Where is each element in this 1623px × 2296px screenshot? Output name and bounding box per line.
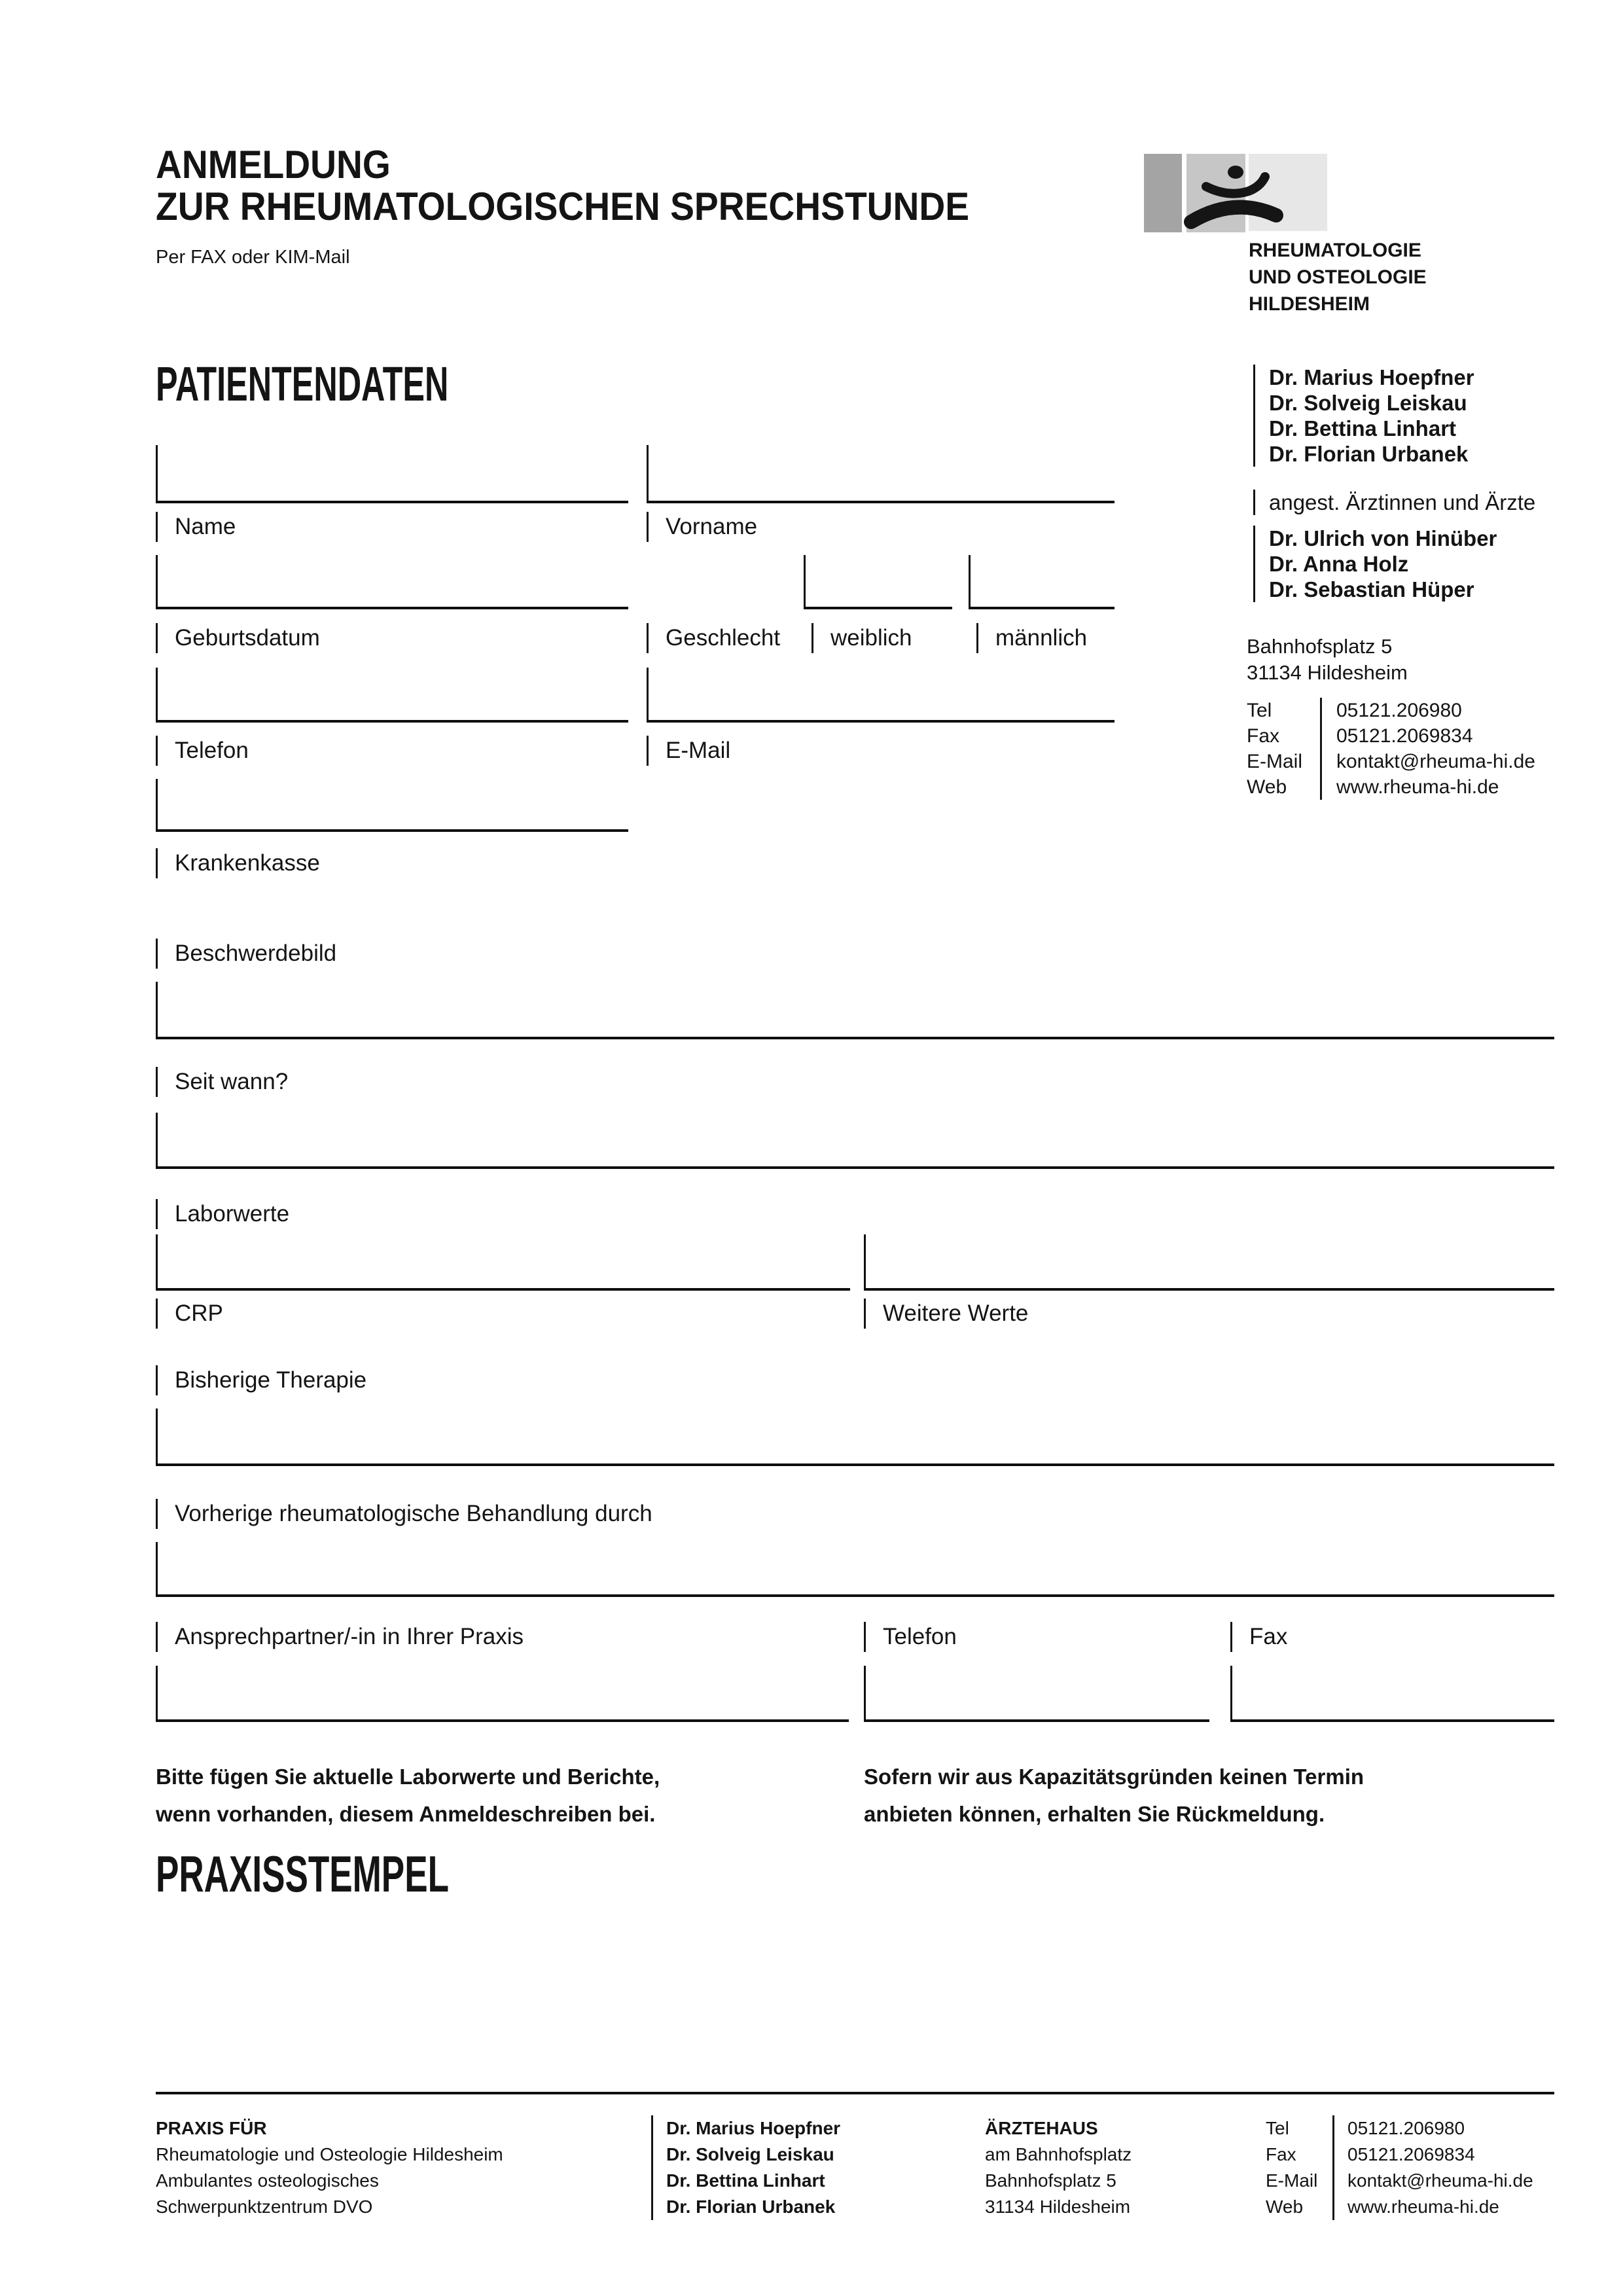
footer-doctors-column <box>651 2115 840 2220</box>
seit-wann-input-box[interactable] <box>156 1113 1554 1169</box>
contact-value: 05121.206980 <box>1320 698 1462 723</box>
footer-contact-label: Tel <box>1266 2118 1289 2138</box>
form-title-line1: ANMELDUNG <box>156 143 391 187</box>
beschwerdebild-field-label: Beschwerdebild <box>156 939 336 969</box>
doctor-name: Dr. Ulrich von Hinüber <box>1253 526 1497 551</box>
geburtsdatum-field-label: Geburtsdatum <box>156 623 320 653</box>
weitere-werte-field-label: Weitere Werte <box>864 1299 1028 1329</box>
weiblich-checkbox-box[interactable] <box>804 555 952 609</box>
footer-contact-row <box>1266 2194 1533 2220</box>
footer-address-line: Bahnhofsplatz 5 <box>985 2170 1116 2191</box>
form-title-line2: ZUR RHEUMATOLOGISCHEN SPRECHSTUNDE <box>156 185 970 228</box>
seit-wann-field-label: Seit wann? <box>156 1067 288 1097</box>
attachment-note-line2: wenn vorhanden, diesem Anmeldeschreiben bei. <box>156 1802 656 1826</box>
footer-practice-line: Rheumatologie und Osteologie Hildesheim <box>156 2144 503 2164</box>
footer-contact-value: 05121.206980 <box>1332 2115 1465 2142</box>
patient-data-heading: PATIENTENDATEN <box>156 357 449 411</box>
bisherige-therapie-input-box[interactable] <box>156 1408 1554 1466</box>
ansprechpartner-field-label: Ansprechpartner/-in in Ihrer Praxis <box>156 1622 524 1652</box>
footer-contact-label: E-Mail <box>1266 2170 1318 2191</box>
contact-row <box>1247 749 1535 774</box>
contact-label: Web <box>1247 776 1287 798</box>
doctor-name: Dr. Sebastian Hüper <box>1253 577 1497 602</box>
footer-address-line: 31134 Hildesheim <box>985 2197 1131 2217</box>
crp-input-box[interactable] <box>156 1234 850 1291</box>
ansprech-telefon-input-box[interactable] <box>864 1666 1209 1722</box>
footer-divider <box>156 2092 1554 2094</box>
capacity-note-line2: anbieten können, erhalten Sie Rückmeldung. <box>864 1802 1325 1826</box>
ansprech-telefon-field-label: Telefon <box>864 1622 957 1652</box>
beschwerdebild-input-box[interactable] <box>156 982 1554 1039</box>
contact-value: 05121.2069834 <box>1320 723 1473 749</box>
crp-field-label: CRP <box>156 1299 223 1329</box>
ansprech-fax-field-label: Fax <box>1230 1622 1287 1652</box>
footer-address-column <box>985 2115 1132 2220</box>
maennlich-checkbox-box[interactable] <box>969 555 1115 609</box>
brand-line2: UND OSTEOLOGIE <box>1249 266 1427 288</box>
brand-line3: HILDESHEIM <box>1249 293 1370 315</box>
footer-doctor-name: Dr. Florian Urbanek <box>651 2194 840 2220</box>
vorherige-behandlung-input-box[interactable] <box>156 1542 1554 1597</box>
krankenkasse-input-box[interactable] <box>156 779 628 832</box>
maennlich-option-label: männlich <box>976 623 1087 653</box>
footer-contact-label: Fax <box>1266 2144 1296 2164</box>
attachment-note-line1: Bitte fügen Sie aktuelle Laborwerte und Berichte, <box>156 1765 660 1789</box>
address-street: Bahnhofsplatz 5 <box>1247 635 1393 658</box>
contact-label: Fax <box>1247 725 1280 747</box>
doctor-name: Dr. Bettina Linhart <box>1253 416 1474 441</box>
vorname-input-box[interactable] <box>647 445 1115 503</box>
footer-contact-row <box>1266 2115 1533 2142</box>
form-subtitle: Per FAX oder KIM-Mail <box>156 247 350 268</box>
email-input-box[interactable] <box>647 668 1115 723</box>
contact-row <box>1247 774 1535 800</box>
employed-note-wrap <box>1247 490 1535 515</box>
contact-row <box>1247 723 1535 749</box>
footer-contact-value: www.rheuma-hi.de <box>1332 2194 1499 2220</box>
name-input-box[interactable] <box>156 445 628 503</box>
form-title <box>156 144 969 228</box>
vorherige-behandlung-field-label: Vorherige rheumatologische Behandlung durch <box>156 1499 652 1529</box>
footer-practice-title: PRAXIS FÜR <box>156 2118 267 2138</box>
weitere-werte-input-box[interactable] <box>864 1234 1554 1291</box>
doctor-name: Dr. Anna Holz <box>1253 551 1497 577</box>
telefon-field-label: Telefon <box>156 736 249 766</box>
doctor-name: Dr. Solveig Leiskau <box>1253 390 1474 416</box>
bisherige-therapie-field-label: Bisherige Therapie <box>156 1365 366 1395</box>
footer-building-name: ÄRZTEHAUS <box>985 2118 1098 2138</box>
doctor-name: Dr. Marius Hoepfner <box>1253 365 1474 390</box>
partner-doctors-list <box>1247 365 1474 467</box>
doctor-name: Dr. Florian Urbanek <box>1253 441 1474 467</box>
footer-doctor-name: Dr. Bettina Linhart <box>651 2168 840 2194</box>
name-field-label: Name <box>156 512 236 542</box>
contact-label: Tel <box>1247 700 1272 721</box>
contact-label: E-Mail <box>1247 751 1303 772</box>
footer-practice-line: Ambulantes osteologisches <box>156 2170 379 2191</box>
ansprech-fax-input-box[interactable] <box>1230 1666 1554 1722</box>
footer-contact-value: kontakt@rheuma-hi.de <box>1332 2168 1533 2194</box>
praxisstempel-heading: PRAXISSTEMPEL <box>156 1845 449 1903</box>
capacity-note-line1: Sofern wir aus Kapazitätsgründen keinen Termin <box>864 1765 1364 1789</box>
attachment-note <box>156 1758 660 1833</box>
contact-value: kontakt@rheuma-hi.de <box>1320 749 1535 774</box>
footer-contact-label: Web <box>1266 2197 1304 2217</box>
ansprechpartner-input-box[interactable] <box>156 1666 849 1722</box>
footer-address-line: am Bahnhofsplatz <box>985 2144 1132 2164</box>
email-field-label: E-Mail <box>647 736 730 766</box>
weiblich-option-label: weiblich <box>812 623 912 653</box>
telefon-input-box[interactable] <box>156 668 628 723</box>
footer-practice-line: Schwerpunktzentrum DVO <box>156 2197 373 2217</box>
logo-figure-icon <box>1139 149 1335 241</box>
vorname-field-label: Vorname <box>647 512 757 542</box>
laborwerte-field-label: Laborwerte <box>156 1199 289 1229</box>
contact-list <box>1247 698 1535 800</box>
footer-contact-value: 05121.2069834 <box>1332 2142 1475 2168</box>
footer-doctor-name: Dr. Solveig Leiskau <box>651 2142 840 2168</box>
brand-line1: RHEUMATOLOGIE <box>1249 240 1421 261</box>
geburtsdatum-input-box[interactable] <box>156 555 628 609</box>
footer-contact-row <box>1266 2142 1533 2168</box>
employed-doctors-list <box>1247 526 1497 602</box>
employed-doctors-note: angest. Ärztinnen und Ärzte <box>1253 490 1535 515</box>
contact-row <box>1247 698 1535 723</box>
contact-value: www.rheuma-hi.de <box>1320 774 1499 800</box>
footer-practice-column <box>156 2115 503 2220</box>
krankenkasse-field-label: Krankenkasse <box>156 848 320 878</box>
capacity-note <box>864 1758 1364 1833</box>
practice-address <box>1247 634 1408 686</box>
brand-name <box>1249 237 1427 317</box>
geschlecht-field-label: Geschlecht <box>647 623 780 653</box>
address-city: 31134 Hildesheim <box>1247 661 1408 684</box>
footer-doctor-name: Dr. Marius Hoepfner <box>651 2115 840 2142</box>
footer-contact-row <box>1266 2168 1533 2194</box>
footer-contact-column <box>1266 2115 1533 2220</box>
